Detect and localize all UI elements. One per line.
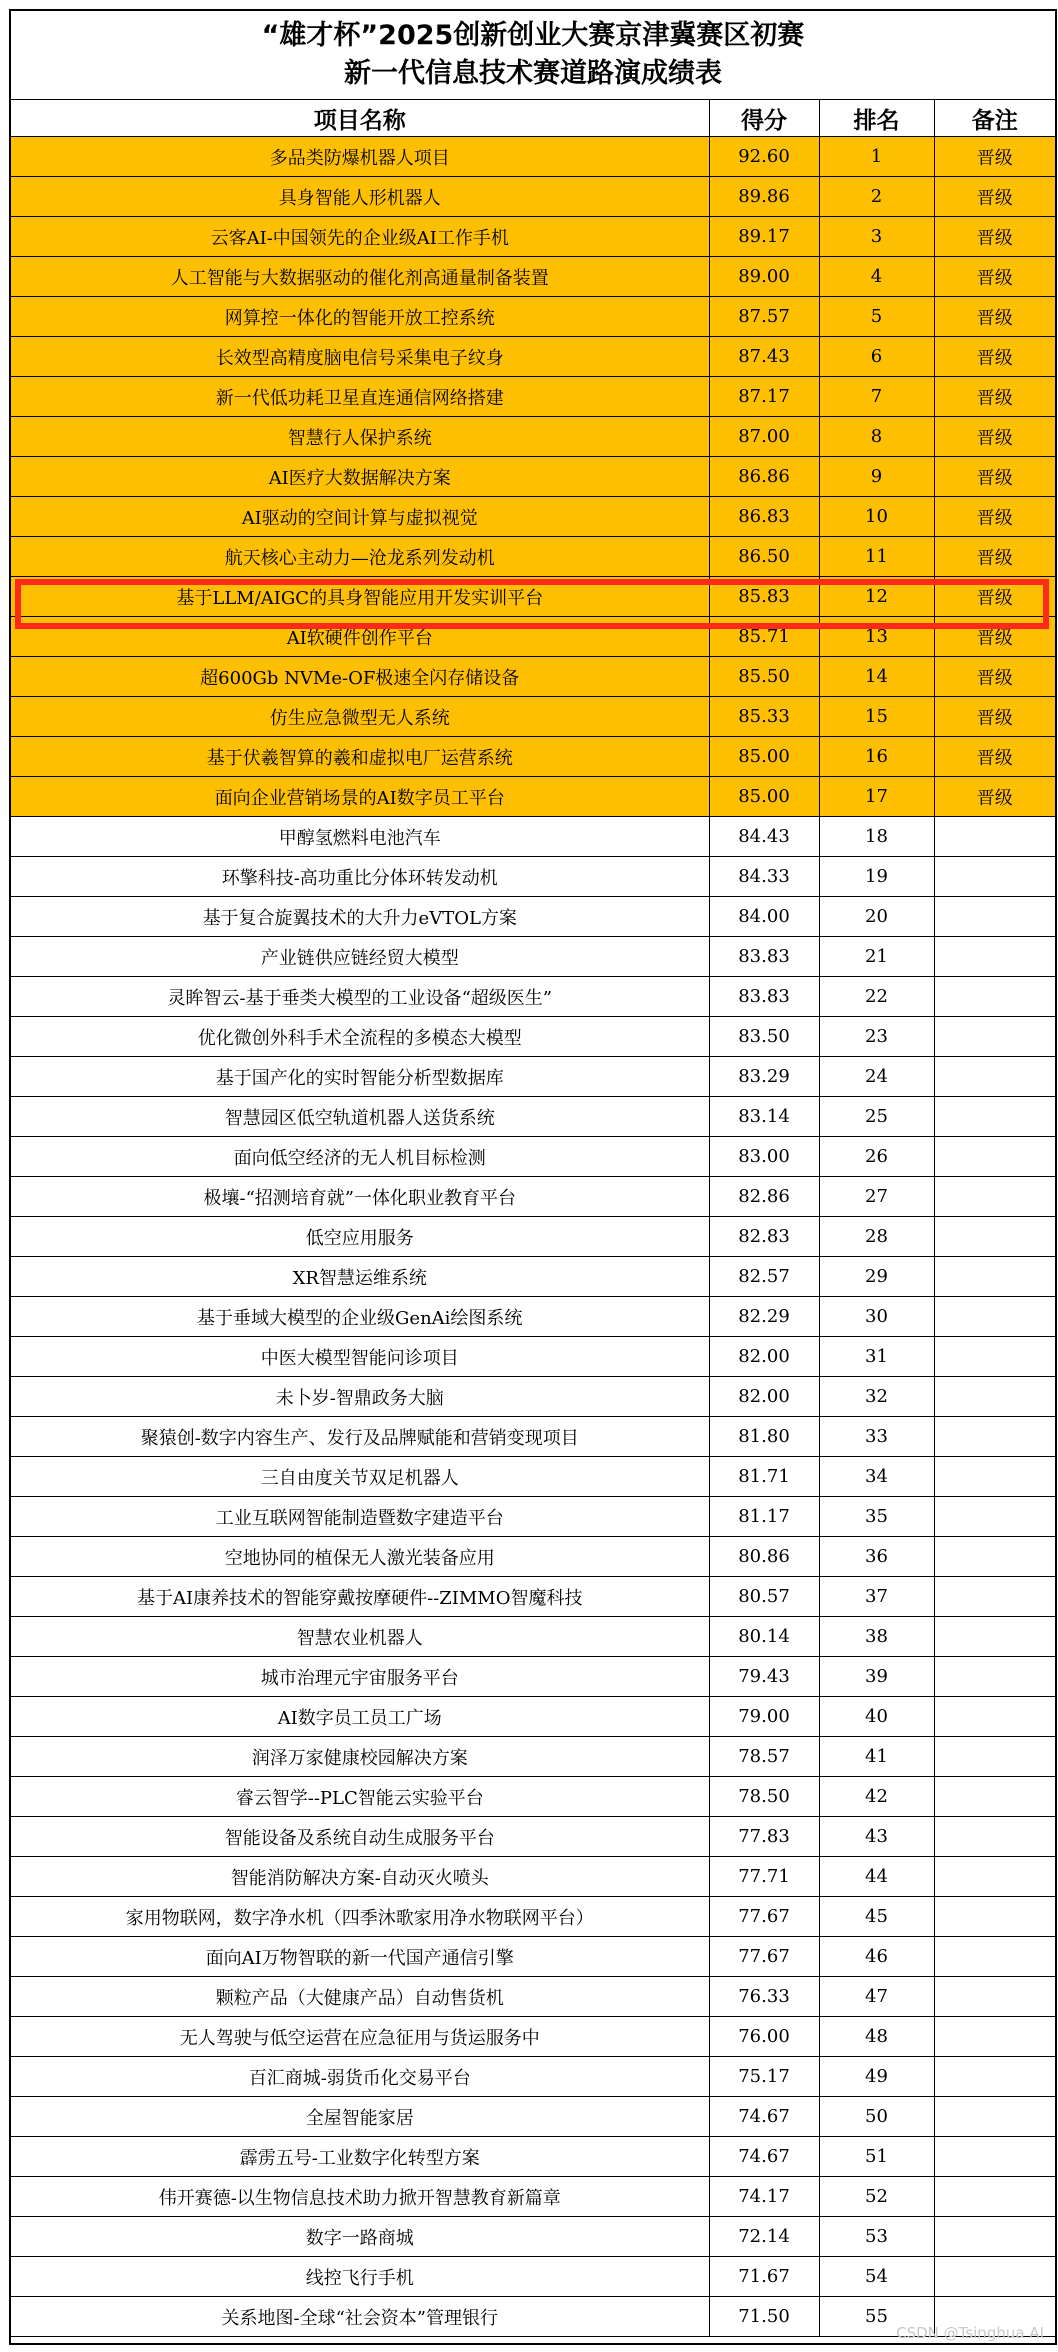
- cell-note: [934, 2257, 1055, 2297]
- table-row: [11, 1337, 1055, 1377]
- cell-project-name: 长效型高精度脑电信号采集电子纹身: [11, 337, 709, 377]
- cell-note: [934, 1017, 1055, 1057]
- table-row: [11, 1177, 1055, 1217]
- cell-score: 79.00: [709, 1697, 819, 1737]
- table-row: [11, 217, 1055, 257]
- table-row: [11, 2217, 1055, 2257]
- cell-project-name: 百汇商城-弱货币化交易平台: [11, 2057, 709, 2097]
- table-row: [11, 617, 1055, 657]
- cell-rank: 41: [819, 1737, 934, 1777]
- cell-rank: 49: [819, 2057, 934, 2097]
- cell-score: 86.83: [709, 497, 819, 537]
- cell-rank: 32: [819, 1377, 934, 1417]
- cell-score: 87.00: [709, 417, 819, 457]
- cell-note: [934, 1377, 1055, 1417]
- cell-note: [934, 1177, 1055, 1217]
- cell-rank: 11: [819, 537, 934, 577]
- cell-score: 80.14: [709, 1617, 819, 1657]
- cell-score: 92.60: [709, 137, 819, 177]
- cell-note: 晋级: [934, 697, 1055, 737]
- cell-rank: 38: [819, 1617, 934, 1657]
- cell-score: 83.50: [709, 1017, 819, 1057]
- table-row: [11, 897, 1055, 937]
- table-row: [11, 1937, 1055, 1977]
- cell-score: 85.33: [709, 697, 819, 737]
- cell-rank: 46: [819, 1937, 934, 1977]
- cell-note: [934, 1737, 1055, 1777]
- table-row: [11, 137, 1055, 177]
- cell-project-name: 工业互联网智能制造暨数字建造平台: [11, 1497, 709, 1537]
- cell-project-name: 基于复合旋翼技术的大升力eVTOL方案: [11, 897, 709, 937]
- cell-score: 76.33: [709, 1977, 819, 2017]
- cell-note: [934, 1057, 1055, 1097]
- cell-score: 77.67: [709, 1937, 819, 1977]
- cell-note: 晋级: [934, 217, 1055, 257]
- cell-score: 89.17: [709, 217, 819, 257]
- cell-project-name: 基于LLM/AIGC的具身智能应用开发实训平台: [11, 577, 709, 617]
- cell-note: [934, 2017, 1055, 2057]
- cell-note: [934, 1537, 1055, 1577]
- cell-rank: 16: [819, 737, 934, 777]
- cell-project-name: 智慧农业机器人: [11, 1617, 709, 1657]
- table-row: [11, 457, 1055, 497]
- cell-project-name: 面向企业营销场景的AI数字员工平台: [11, 777, 709, 817]
- cell-project-name: 人工智能与大数据驱动的催化剂高通量制备装置: [11, 257, 709, 297]
- cell-rank: 2: [819, 177, 934, 217]
- title-block: [11, 11, 1055, 100]
- table-row: [11, 377, 1055, 417]
- cell-project-name: 优化微创外科手术全流程的多模态大模型: [11, 1017, 709, 1057]
- header-row: [11, 100, 1055, 137]
- table-row: [11, 777, 1055, 817]
- cell-rank: 12: [819, 577, 934, 617]
- cell-score: 85.71: [709, 617, 819, 657]
- table-row: [11, 2257, 1055, 2297]
- cell-project-name: AI医疗大数据解决方案: [11, 457, 709, 497]
- cell-project-name: 基于垂域大模型的企业级GenAi绘图系统: [11, 1297, 709, 1337]
- cell-score: 83.83: [709, 977, 819, 1017]
- cell-note: 晋级: [934, 777, 1055, 817]
- cell-note: [934, 1897, 1055, 1937]
- cell-score: 89.00: [709, 257, 819, 297]
- cell-note: 晋级: [934, 657, 1055, 697]
- cell-rank: 34: [819, 1457, 934, 1497]
- cell-project-name: 灵眸智云-基于垂类大模型的工业设备“超级医生”: [11, 977, 709, 1017]
- table-row: [11, 1777, 1055, 1817]
- cell-rank: 31: [819, 1337, 934, 1377]
- cell-note: [934, 1977, 1055, 2017]
- cell-score: 85.00: [709, 737, 819, 777]
- table-row: [11, 417, 1055, 457]
- cell-score: 82.29: [709, 1297, 819, 1337]
- cell-rank: 36: [819, 1537, 934, 1577]
- cell-rank: 6: [819, 337, 934, 377]
- cell-project-name: 全屋智能家居: [11, 2097, 709, 2137]
- cell-project-name: 基于国产化的实时智能分析型数据库: [11, 1057, 709, 1097]
- table-row: [11, 697, 1055, 737]
- cell-note: [934, 937, 1055, 977]
- cell-score: 85.50: [709, 657, 819, 697]
- table-row: [11, 1577, 1055, 1617]
- cell-note: [934, 2097, 1055, 2137]
- cell-note: 晋级: [934, 737, 1055, 777]
- cell-project-name: 网算控一体化的智能开放工控系统: [11, 297, 709, 337]
- cell-score: 85.83: [709, 577, 819, 617]
- cell-note: 晋级: [934, 617, 1055, 657]
- cell-project-name: 面向AI万物智联的新一代国产通信引擎: [11, 1937, 709, 1977]
- score-sheet: [9, 9, 1057, 2345]
- cell-note: 晋级: [934, 577, 1055, 617]
- cell-project-name: 数字一路商城: [11, 2217, 709, 2257]
- cell-note: [934, 1497, 1055, 1537]
- table-row: [11, 737, 1055, 777]
- cell-note: [934, 857, 1055, 897]
- cell-project-name: 多品类防爆机器人项目: [11, 137, 709, 177]
- cell-note: [934, 1817, 1055, 1857]
- table-row: [11, 1297, 1055, 1337]
- cell-rank: 4: [819, 257, 934, 297]
- cell-rank: 25: [819, 1097, 934, 1137]
- cell-rank: 47: [819, 1977, 934, 2017]
- cell-score: 82.00: [709, 1337, 819, 1377]
- cell-project-name: 伟开赛德-以生物信息技术助力掀开智慧教育新篇章: [11, 2177, 709, 2217]
- cell-project-name: 智慧园区低空轨道机器人送货系统: [11, 1097, 709, 1137]
- cell-project-name: 智能设备及系统自动生成服务平台: [11, 1817, 709, 1857]
- table-row: [11, 337, 1055, 377]
- cell-project-name: 润泽万家健康校园解决方案: [11, 1737, 709, 1777]
- cell-rank: 13: [819, 617, 934, 657]
- cell-score: 82.57: [709, 1257, 819, 1297]
- table-row: [11, 657, 1055, 697]
- cell-note: 晋级: [934, 417, 1055, 457]
- table-row: [11, 1417, 1055, 1457]
- cell-project-name: 智慧行人保护系统: [11, 417, 709, 457]
- page-title: “雄才杯”2025创新创业大赛京津冀赛区初赛: [261, 20, 805, 51]
- table-row: [11, 977, 1055, 1017]
- cell-note: 晋级: [934, 457, 1055, 497]
- cell-note: 晋级: [934, 137, 1055, 177]
- cell-score: 77.67: [709, 1897, 819, 1937]
- cell-note: [934, 1617, 1055, 1657]
- cell-rank: 5: [819, 297, 934, 337]
- cell-project-name: 极壤-“招测培育就”一体化职业教育平台: [11, 1177, 709, 1217]
- table-row: [11, 937, 1055, 977]
- cell-rank: 28: [819, 1217, 934, 1257]
- cell-note: [934, 2137, 1055, 2177]
- cell-score: 83.29: [709, 1057, 819, 1097]
- cell-project-name: 家用物联网，数字净水机（四季沐歌家用净水物联网平台）: [11, 1897, 709, 1937]
- table-row: [11, 857, 1055, 897]
- cell-score: 84.43: [709, 817, 819, 857]
- column-header-rank: 排名: [819, 100, 934, 137]
- cell-note: 晋级: [934, 177, 1055, 217]
- cell-score: 86.50: [709, 537, 819, 577]
- cell-rank: 8: [819, 417, 934, 457]
- cell-rank: 1: [819, 137, 934, 177]
- cell-rank: 15: [819, 697, 934, 737]
- cell-score: 84.00: [709, 897, 819, 937]
- cell-score: 81.71: [709, 1457, 819, 1497]
- cell-project-name: XR智慧运维系统: [11, 1257, 709, 1297]
- cell-project-name: 新一代低功耗卫星直连通信网络搭建: [11, 377, 709, 417]
- cell-rank: 35: [819, 1497, 934, 1537]
- cell-project-name: 城市治理元宇宙服务平台: [11, 1657, 709, 1697]
- cell-project-name: 空地协同的植保无人激光装备应用: [11, 1537, 709, 1577]
- cell-rank: 29: [819, 1257, 934, 1297]
- cell-rank: 40: [819, 1697, 934, 1737]
- cell-rank: 20: [819, 897, 934, 937]
- cell-note: [934, 2057, 1055, 2097]
- table-row: [11, 297, 1055, 337]
- cell-score: 77.71: [709, 1857, 819, 1897]
- cell-project-name: 霹雳五号-工业数字化转型方案: [11, 2137, 709, 2177]
- cell-note: 晋级: [934, 257, 1055, 297]
- table-row: [11, 1697, 1055, 1737]
- cell-score: 79.43: [709, 1657, 819, 1697]
- cell-score: 83.00: [709, 1137, 819, 1177]
- cell-note: [934, 1097, 1055, 1137]
- cell-rank: 33: [819, 1417, 934, 1457]
- cell-project-name: 三自由度关节双足机器人: [11, 1457, 709, 1497]
- cell-note: [934, 1297, 1055, 1337]
- cell-project-name: 低空应用服务: [11, 1217, 709, 1257]
- cell-score: 74.17: [709, 2177, 819, 2217]
- cell-project-name: 产业链供应链经贸大模型: [11, 937, 709, 977]
- cell-rank: 30: [819, 1297, 934, 1337]
- cell-note: [934, 977, 1055, 1017]
- table-row: [11, 817, 1055, 857]
- cell-note: [934, 2217, 1055, 2257]
- cell-rank: 17: [819, 777, 934, 817]
- cell-note: [934, 1257, 1055, 1297]
- cell-score: 82.00: [709, 1377, 819, 1417]
- cell-project-name: 超600Gb NVMe-OF极速全闪存储设备: [11, 657, 709, 697]
- cell-note: [934, 2177, 1055, 2217]
- cell-project-name: 睿云智学--PLC智能云实验平台: [11, 1777, 709, 1817]
- cell-rank: 14: [819, 657, 934, 697]
- cell-note: [934, 1937, 1055, 1977]
- table-row: [11, 1817, 1055, 1857]
- cell-project-name: 智能消防解决方案-自动灭火喷头: [11, 1857, 709, 1897]
- cell-score: 80.86: [709, 1537, 819, 1577]
- cell-rank: 22: [819, 977, 934, 1017]
- cell-score: 80.57: [709, 1577, 819, 1617]
- cell-project-name: 未卜岁-智鼎政务大脑: [11, 1377, 709, 1417]
- cell-rank: 9: [819, 457, 934, 497]
- cell-rank: 39: [819, 1657, 934, 1697]
- cell-note: 晋级: [934, 377, 1055, 417]
- cell-project-name: 颗粒产品（大健康产品）自动售货机: [11, 1977, 709, 2017]
- cell-note: 晋级: [934, 537, 1055, 577]
- cell-score: 77.83: [709, 1817, 819, 1857]
- column-header-score: 得分: [709, 100, 819, 137]
- cell-score: 76.00: [709, 2017, 819, 2057]
- cell-project-name: 具身智能人形机器人: [11, 177, 709, 217]
- cell-score: 81.17: [709, 1497, 819, 1537]
- cell-project-name: 基于伏羲智算的羲和虚拟电厂运营系统: [11, 737, 709, 777]
- cell-note: [934, 1137, 1055, 1177]
- cell-score: 86.86: [709, 457, 819, 497]
- cell-rank: 27: [819, 1177, 934, 1217]
- cell-rank: 23: [819, 1017, 934, 1057]
- cell-rank: 21: [819, 937, 934, 977]
- table-row: [11, 1977, 1055, 2017]
- cell-rank: 50: [819, 2097, 934, 2137]
- cell-rank: 7: [819, 377, 934, 417]
- cell-rank: 3: [819, 217, 934, 257]
- table-row: [11, 1617, 1055, 1657]
- cell-project-name: 线控飞行手机: [11, 2257, 709, 2297]
- table-row: [11, 1497, 1055, 1537]
- cell-project-name: 无人驾驶与低空运营在应急征用与货运服务中: [11, 2017, 709, 2057]
- cell-rank: 42: [819, 1777, 934, 1817]
- cell-note: 晋级: [934, 337, 1055, 377]
- column-header-name: 项目名称: [11, 100, 709, 137]
- cell-rank: 10: [819, 497, 934, 537]
- cell-rank: 18: [819, 817, 934, 857]
- cell-score: 74.67: [709, 2137, 819, 2177]
- cell-score: 82.83: [709, 1217, 819, 1257]
- table-row: [11, 2017, 1055, 2057]
- cell-score: 85.00: [709, 777, 819, 817]
- table-row: [11, 1897, 1055, 1937]
- table-header: [11, 100, 1055, 137]
- cell-note: [934, 1417, 1055, 1457]
- cell-project-name: 中医大模型智能问诊项目: [11, 1337, 709, 1377]
- table-row: [11, 1657, 1055, 1697]
- cell-note: 晋级: [934, 497, 1055, 537]
- cell-note: [934, 897, 1055, 937]
- cell-rank: 52: [819, 2177, 934, 2217]
- cell-score: 78.50: [709, 1777, 819, 1817]
- cell-rank: 26: [819, 1137, 934, 1177]
- table-row: [11, 2177, 1055, 2217]
- cell-note: [934, 1697, 1055, 1737]
- cell-rank: 19: [819, 857, 934, 897]
- cell-note: [934, 1777, 1055, 1817]
- cell-rank: 51: [819, 2137, 934, 2177]
- cell-project-name: 甲醇氢燃料电池汽车: [11, 817, 709, 857]
- cell-score: 87.17: [709, 377, 819, 417]
- table-row: [11, 1257, 1055, 1297]
- cell-score: 75.17: [709, 2057, 819, 2097]
- cell-score: 83.14: [709, 1097, 819, 1137]
- cell-score: 84.33: [709, 857, 819, 897]
- table-row: [11, 577, 1055, 617]
- page-subtitle: 新一代信息技术赛道路演成绩表: [344, 58, 722, 89]
- cell-score: 89.86: [709, 177, 819, 217]
- cell-note: [934, 1457, 1055, 1497]
- table-row: [11, 1137, 1055, 1177]
- table-row: [11, 257, 1055, 297]
- cell-rank: 55: [819, 2297, 934, 2337]
- cell-rank: 44: [819, 1857, 934, 1897]
- cell-rank: 53: [819, 2217, 934, 2257]
- cell-project-name: 基于AI康养技术的智能穿戴按摩硬件--ZIMMO智魔科技: [11, 1577, 709, 1617]
- cell-note: [934, 817, 1055, 857]
- cell-note: [934, 1577, 1055, 1617]
- table-row: [11, 1377, 1055, 1417]
- table-row: [11, 2137, 1055, 2177]
- cell-project-name: 面向低空经济的无人机目标检测: [11, 1137, 709, 1177]
- watermark: CSDN @Tsinghua AI: [896, 2324, 1044, 2342]
- table-row: [11, 1857, 1055, 1897]
- cell-project-name: 关系地图-全球“社会资本”管理银行: [11, 2297, 709, 2337]
- table-row: [11, 1017, 1055, 1057]
- table-row: [11, 1537, 1055, 1577]
- cell-project-name: 航天核心主动力—沧龙系列发动机: [11, 537, 709, 577]
- cell-project-name: 环擎科技-高功重比分体环转发动机: [11, 857, 709, 897]
- cell-score: 71.50: [709, 2297, 819, 2337]
- table-row: [11, 497, 1055, 537]
- table-body: [11, 137, 1055, 2337]
- cell-project-name: AI软硬件创作平台: [11, 617, 709, 657]
- results-table: [11, 100, 1055, 2337]
- cell-score: 83.83: [709, 937, 819, 977]
- cell-project-name: AI驱动的空间计算与虚拟视觉: [11, 497, 709, 537]
- cell-score: 74.67: [709, 2097, 819, 2137]
- cell-note: [934, 1857, 1055, 1897]
- cell-project-name: 仿生应急微型无人系统: [11, 697, 709, 737]
- cell-rank: 54: [819, 2257, 934, 2297]
- table-row: [11, 177, 1055, 217]
- table-row: [11, 2057, 1055, 2097]
- cell-project-name: 云客AI-中国领先的企业级AI工作手机: [11, 217, 709, 257]
- table-row: [11, 1457, 1055, 1497]
- cell-project-name: 聚猿创-数字内容生产、发行及品牌赋能和营销变现项目: [11, 1417, 709, 1457]
- cell-note: [934, 1337, 1055, 1377]
- cell-score: 87.57: [709, 297, 819, 337]
- table-row: [11, 2097, 1055, 2137]
- table-row: [11, 1057, 1055, 1097]
- cell-note: 晋级: [934, 297, 1055, 337]
- cell-score: 81.80: [709, 1417, 819, 1457]
- table-row: [11, 1737, 1055, 1777]
- table-row: [11, 537, 1055, 577]
- table-row: [11, 1097, 1055, 1137]
- cell-rank: 37: [819, 1577, 934, 1617]
- cell-score: 82.86: [709, 1177, 819, 1217]
- cell-score: 72.14: [709, 2217, 819, 2257]
- cell-rank: 24: [819, 1057, 934, 1097]
- column-header-note: 备注: [934, 100, 1055, 137]
- cell-score: 87.43: [709, 337, 819, 377]
- cell-rank: 48: [819, 2017, 934, 2057]
- cell-note: [934, 1217, 1055, 1257]
- cell-note: [934, 1657, 1055, 1697]
- table-row: [11, 1217, 1055, 1257]
- cell-score: 71.67: [709, 2257, 819, 2297]
- cell-rank: 43: [819, 1817, 934, 1857]
- cell-rank: 45: [819, 1897, 934, 1937]
- cell-project-name: AI数字员工员工广场: [11, 1697, 709, 1737]
- cell-score: 78.57: [709, 1737, 819, 1777]
